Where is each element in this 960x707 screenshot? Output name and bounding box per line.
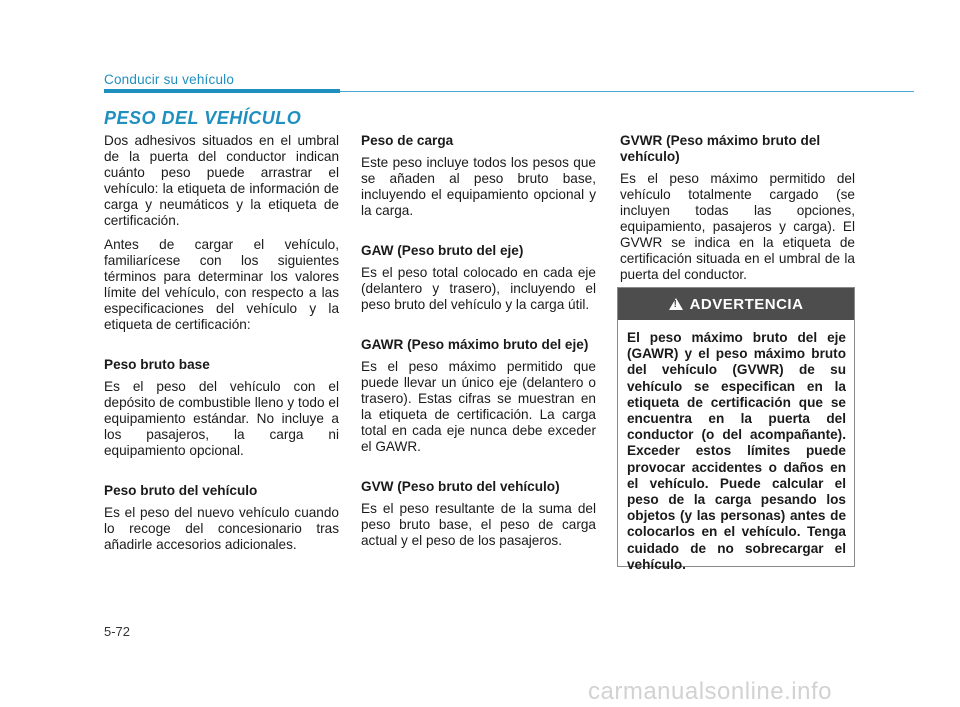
warning-header: [618, 288, 854, 320]
paragraph-peso-de-carga: Este peso incluye todos los pesos que se añaden al peso bruto base, incluyendo el equipamiento opcional y la carga.: [361, 155, 596, 218]
paragraph-gawr: Es el peso máximo permitido que puede llevar un único eje (delantero o trasero). Estas cifras se muestran en la etiqueta de certificación. La carga total en cada eje nunca debe exceder el GAWR.: [361, 359, 596, 454]
column-2: [361, 133, 596, 557]
watermark: carmanualsonline.info: [588, 678, 832, 705]
paragraph-peso-bruto-vehiculo: Es el peso del nuevo vehículo cuando lo recoge del concesionario tras añadirle accesorios adicionales.: [104, 505, 339, 552]
heading-gvwr: GVWR (Peso máximo bruto del vehículo): [620, 133, 821, 164]
paragraph-gvwr: Es el peso máximo permitido del vehículo totalmente cargado (se incluyen todas las opciones, equipamiento, pasajeros y carga). El GVWR se indica en la etiqueta de certificación situada en el umbral de la puerta del conductor.: [620, 171, 855, 282]
section-header: Conducir su vehículo: [104, 72, 235, 87]
header-rule-accent: [104, 89, 340, 93]
warning-triangle-icon: [669, 298, 683, 310]
heading-peso-bruto-vehiculo: Peso bruto del vehículo: [104, 483, 258, 498]
warning-text: El peso máximo bruto del eje (GAWR) y el peso máximo bruto del vehículo (GVWR) de su vehículo se especifican en la etiqueta de certificación que se encuentra en la puerta del conductor (o del acompañante). Exceder estos límites puede provocar accidentes o daños en el vehículo. Puede calcular el peso de la carga pesando los objetos (y las personas) antes de colocarlos en el vehículo. Tenga cuidado de no sobrecargar el vehículo.: [627, 330, 846, 572]
page-title: PESO DEL VEHÍCULO: [104, 108, 302, 128]
terms-paragraph: Antes de cargar el vehículo, familiarícese con los siguientes términos para determinar los valores límite del vehículo, con respecto a las especificaciones del vehículo y la etiqueta de certificación:: [104, 237, 339, 332]
heading-peso-de-carga: Peso de carga: [361, 133, 454, 148]
column-3: [620, 133, 855, 291]
paragraph-gaw: Es el peso total colocado en cada eje (delantero y trasero), incluyendo el peso bruto del vehículo y la carga útil.: [361, 265, 596, 312]
heading-gawr: GAWR (Peso máximo bruto del eje): [361, 337, 589, 352]
column-1: [104, 133, 339, 561]
warning-box: [617, 287, 855, 572]
heading-gvw: GVW (Peso bruto del vehículo): [361, 479, 560, 494]
page-number: 5-72: [104, 624, 131, 639]
intro-paragraph: Dos adhesivos situados en el umbral de la puerta del conductor indican cuánto peso puede arrastrar el vehículo: la etiqueta de información de carga y neumáticos y la etiqueta de certificación.: [104, 133, 339, 228]
heading-gaw: GAW (Peso bruto del eje): [361, 243, 524, 258]
paragraph-peso-bruto-base: Es el peso del vehículo con el depósito de combustible lleno y todo el equipamiento estándar. No incluye a los pasajeros, la carga ni equipamiento opcional.: [104, 379, 339, 458]
heading-peso-bruto-base: Peso bruto base: [104, 357, 210, 372]
warning-title: ADVERTENCIA: [689, 295, 804, 313]
paragraph-gvw: Es el peso resultante de la suma del peso bruto base, el peso de carga actual y el peso de los pasajeros.: [361, 501, 596, 548]
